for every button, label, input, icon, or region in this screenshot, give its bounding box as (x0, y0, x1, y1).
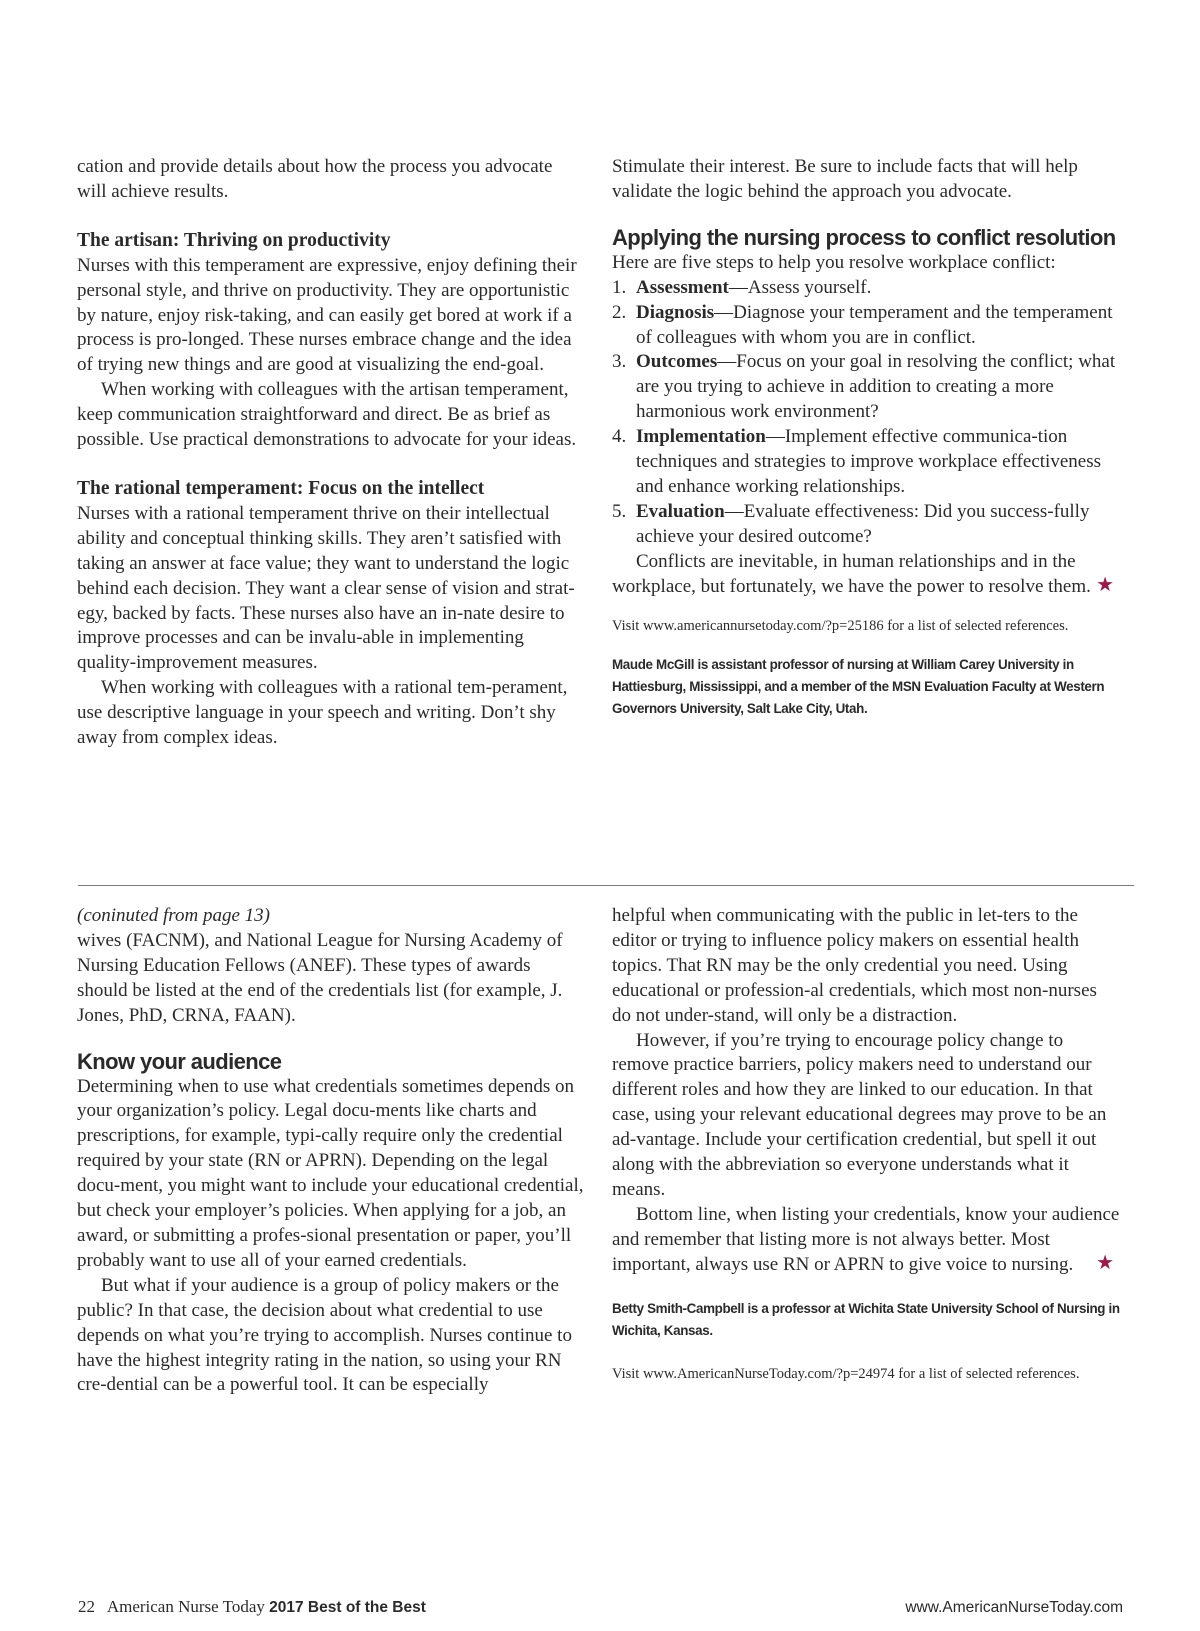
steps-list (612, 276, 1120, 550)
section-heading-rational: The rational temperament: Focus on the intellect (77, 477, 485, 499)
paragraph: However, if you’re trying to encourage policy change to remove practice barriers, policy makers need to understand our different roles and how they are linked to our education. In that case, using your relevant educational degrees may prove to be an ad-vantage. Include your certification credential, but spell it out along with the abbreviation so everyone understands what it means. (612, 1029, 1107, 1200)
author-bio: Betty Smith-Campbell is a professor at Wichita State University School of Nursing in Wichita, Kansas. (612, 1300, 1120, 1338)
paragraph: Stimulate their interest. Be sure to include facts that will help validate the logic behind the approach you advocate. (612, 156, 1078, 202)
section-divider (78, 885, 1134, 886)
list-item: 1. Assessment—Assess yourself. (612, 276, 872, 298)
top-right-column (612, 155, 1120, 720)
paragraph: Determining when to use what credentials sometimes depends on your organization’s policy. Legal docu-ments like charts and prescriptions, for example, typi-cally require only the credential required by your state (RN or APRN). Depending on the legal docu-ment, you might want to include your educational credential, but check your employer’s policies. When applying for a job, an award, or submitting a profes-sional presentation or paper, you’ll probably want to use all of your earned credentials. (77, 1075, 584, 1271)
section-heading-artisan: The artisan: Thriving on productivity (77, 229, 391, 251)
section-heading-conflict: Applying the nursing process to conflict resolution (612, 224, 1116, 250)
paragraph: Bottom line, when listing your credentials, know your audience and remember that listing more is not always better. Most important, always use RN or APRN to give voice to nursing. (612, 1203, 1120, 1275)
list-item: 2. Diagnosis—Diagnose your temperament and the temperament of colleagues with whom you are in conflict. (612, 301, 1113, 348)
paragraph: When working with colleagues with the artisan temperament, keep communication straightforward and direct. Be as brief as possible. Use practical demonstrations to advocate for your ideas. (77, 379, 577, 451)
paragraph: But what if your audience is a group of policy makers or the public? In that case, the decision about what credential to use depends on what you’re trying to accomplish. Nurses continue to have the highest integrity rating in the nation, so using your RN cre-dential can be a powerful tool. It can be especially (77, 1274, 572, 1396)
references-note: Visit www.americannursetoday.com/?p=25186 for a list of selected references. (612, 617, 1069, 634)
list-item: 4. Implementation—Implement effective communica-tion techniques and strategies to improve workplace effectiveness and enhance working relationships. (612, 426, 1101, 497)
page-number: 22 (78, 1597, 95, 1616)
paragraph: helpful when communicating with the public in let-ters to the editor or trying to influence policy makers on essential health topics. That RN may be the only credential you need. Using educational or profession-al credentials, which most non-nurses do not under-stand, will only be a distraction. (612, 905, 1097, 1026)
top-left-column (77, 155, 585, 751)
references-note: Visit www.AmericanNurseToday.com/?p=24974 for a list of selected references. (612, 1365, 1080, 1382)
continued-note: (coninuted from page 13) (77, 905, 270, 926)
issue-name: 2017 Best of the Best (269, 1599, 426, 1616)
footer-website: www.AmericanNurseToday.com (905, 1599, 1123, 1616)
publication-name: American Nurse Today (106, 1597, 265, 1616)
section-heading-audience: Know your audience (77, 1048, 282, 1074)
bottom-right-column (612, 904, 1120, 1384)
author-bio: Maude McGill is assistant professor of nursing at William Carey University in Hattiesburg, Mississippi, and a member of the MSN Evaluation Faculty at Western Governors University, Salt Lake City, Utah. (612, 657, 1105, 716)
end-star-icon: ★ (1096, 573, 1114, 596)
paragraph: Nurses with this temperament are expressive, enjoy defining their personal style, and thrive on productivity. They are opportunistic by nature, enjoy risk-taking, and can easily get bored at work if a process is pro-longed. These nurses embrace change and the idea of trying new things and are good at visualizing the end-goal. (77, 254, 577, 376)
bottom-left-column (77, 904, 585, 1398)
end-star-icon: ★ (1096, 1251, 1114, 1274)
paragraph: cation and provide details about how the process you advocate will achieve results. (77, 156, 553, 202)
paragraph: wives (FACNM), and National League for Nursing Academy of Nursing Education Fellows (ANEF). These types of awards should be listed at the end of the credentials list (for example, J. Jones, PhD, CRNA, FAAN). (77, 929, 563, 1026)
list-item: 3. Outcomes—Focus on your goal in resolving the conflict; what are you trying to achieve in addition to creating a more harmonious work environment? (612, 351, 1116, 423)
footer-left (78, 1596, 426, 1619)
list-item: 5. Evaluation—Evaluate effectiveness: Did you success-fully achieve your desired outcome? (612, 500, 1090, 547)
paragraph: When working with colleagues with a rational tem-perament, use descriptive language in your speech and writing. Don’t shy away from complex ideas. (77, 677, 568, 749)
paragraph: Here are five steps to help you resolve workplace conflict: (612, 251, 1056, 273)
paragraph: Nurses with a rational temperament thrive on their intellectual ability and conceptual thinking skills. They aren’t satisfied with taking an answer at face value; they want to understand the logic behind each decision. They want a clear sense of vision and strat-egy, backed by facts. These nurses also have an in-nate desire to improve processes and can be invalu-able in implementing quality-improvement measures. (77, 502, 575, 674)
paragraph: Conflicts are inevitable, in human relationships and in the workplace, but fortunately, we have the power to resolve them. (612, 550, 1091, 597)
